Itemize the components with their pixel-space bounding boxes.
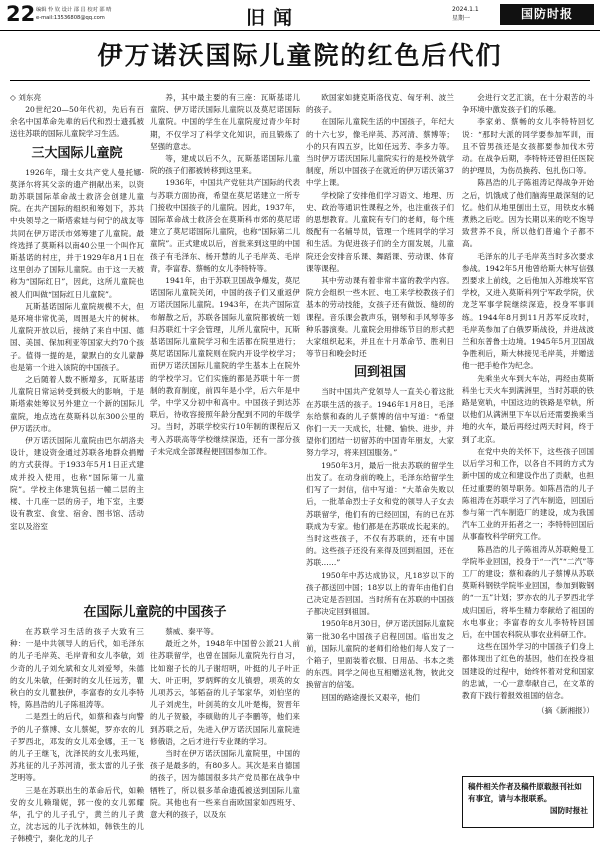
paragraph: 毛泽东的儿子毛岸英当时多次要求参战。1942年5月他曾给斯大林写信强烈要求上前线，之后他加入苏维埃军官学校，又进入莫斯科列宁军政学院，伏龙芝军事学院继续深造，投身军事训练。1944年8月到11月苏军反攻时，毛岸英参加了白俄罗斯战役，并进战波兰和东普鲁士边境。1945年5月卫国战争胜利后，斯大林接见毛岸英，并赠送他一把手枪作为纪念。 [462,251,594,371]
byline: ◇ 刘东亮 [10,93,42,102]
newspaper-logo: 国防时报 [500,4,594,25]
subheading-return-home: 回到祖国 [353,365,406,381]
column-3-body [306,92,454,360]
article-source: （摘《新湘报》） [537,706,594,716]
paragraph: 等，建成以后不久，瓦斯基诺国际儿童院的孩子们都被转移到这里来。 [150,154,300,176]
paragraph: 陈昌浩的儿子陈祖涛记得战争开始之后，饥饿成了他们脑海里最深刻的记忆。他们从地里刨出土豆，用铁皮水桶煮熟之后吃。因为长期以来的吃不饱导致营养不良，所以他们普遍个子都不高。 [462,178,594,249]
paragraph: 李家弟、蔡畅的女儿李特特回忆说：“那时大派的同学要参加军训，而且不管男孩还是女孩都要参加伐木劳动。在战争后期，李特特还曾担任医院的护理员，为伤员换药、包扎伤口等。 [462,117,594,176]
paragraph: 二是烈士的后代，如蔡和森与向警予的儿子蔡博、女儿蔡妮，罗亦农的儿子罗西北，邓发的女儿邓金娜，王一飞的儿子王继飞，沈泽民的女儿张玛娅，苏兆征的儿子苏河清，张太雷的儿子张芝明等。 [10,712,144,783]
page-number: 22 [6,2,36,26]
paragraph: 回国的路途漫长又艰辛，他们 [321,692,420,702]
paragraph: 蔡威、秦平等。 [165,627,219,636]
paragraph: 欧国家如捷克斯洛伐克、匈牙利、波兰的孩子。 [306,93,454,115]
paragraph: 学校除了安排他们学习语文、地理、历史、政治等通识性课程之外，也注重孩子们的思想教育。儿童院有专门的老师，每个班级配有一名辅导员，管理一个班同学的学习和生活。为促进孩子们的全方面发展，儿童院还会安排音乐课、舞蹈课、劳动课、体育课等课程。 [306,190,454,273]
paragraph: 会进行文艺汇演，在十分艰苦的斗争环境中激发孩子们的乐趣。 [462,93,594,115]
article-title: 伊万诺沃国际儿童院的红色后代们 [97,41,503,70]
page-header [0,0,600,31]
column-1-body [10,167,144,533]
paragraph: 在国际儿童院生活的中国孩子，年纪大的十六七岁，像毛岸英、苏河清、蔡博等；小的只有四五岁，比如任远芳、李多力等。当时伊万诺沃国际儿童院实行的是校外就学制度，所以中国孩子在就近的伊万诺沃第37中学上课。 [306,117,454,188]
title-divider [10,80,590,81]
notice-signature: 国防时报社 [550,806,588,815]
paragraph: 1936年，中国共产党驻共产国际的代表与苏联方面协商，希望在莫尼诺建立一所专门接收中国孩子的儿童院。因此，1937年，国际革命战士救济会在莫斯科市郊的莫尼诺建立了莫尼诺国际儿童院，也称“国际第二儿童院”。正式建成以后，首批来到这里的中国孩子有毛泽东、杨开慧的儿子毛岸英、毛岸青，李富春、蔡畅的女儿李特特等。 [150,178,300,273]
column-4-body [462,92,594,373]
paragraph: 1950年3月，最后一批去苏联的留学生出发了。在动身前的晚上，毛泽东给留学生们写了一封信，信中写道：“大革命失败以后，一批革命烈士子女和党的领导人子女去苏联留学，他们有的已经回国，有的已在苏联成为专家。他们都是在苏联成长起来的。当时这些孩子，不仅有苏联的，还有中国的。这些孩子还没有来得及回到祖国，还在苏联……” [306,460,454,568]
paragraph: 20世纪20—50年代初，先后有百余名中国革命先辈的后代和烈士遗孤被送往苏联的国际儿童院学习生活。 [10,105,144,139]
paragraph: 在苏联学习生活的孩子大致有三种：一是中共领导人的后代，如毛泽东的儿子毛岸英、毛岸青和女儿李敏，刘少奇的儿子刘允斌和女儿刘爱琴，朱德的女儿朱敏，任弼时的女儿任远芳，瞿秋白的女儿瞿独伊，李富春的女儿李特特，陈昌浩的儿子陈祖涛等。 [10,627,144,710]
paragraph: 最近之外，1948年中国曾公派21人前往苏联留学，也曾在国际儿童院先行自习，比如谢子长的儿子谢绍明，叶挺的儿子叶正大、叶正明，罗炳辉的女儿镇碧，项英的女儿项苏云，邹韬奋的儿子邹家华，刘伯坚的儿子刘虎生，叶剑英的女儿叶楚梅，贺晋年的儿子贺毅，李硕勋的儿子李鹏等，他们来到苏联之后，先进入伊万诺沃国际儿童院进修俄语，之后才进行专业课的学习。 [150,639,300,746]
paragraph: 其中劳动课有着非常丰富的教学内容。院方会组织一些木匠、电工来学校教孩子们基本的劳动技能，女孩子还有做饭、缝纫的课程。音乐课会教声乐，钢琴和手风琴等多种乐器演奏。儿童院会用排练节目的形式把大家组织起来，并且在十月革命节、胜利日等节日和晚会时还 [306,276,454,359]
paragraph: 这些在国外学习的中国孩子们身上都体现出了红色的基因，他们在投身祖国建设的过程中，始终怀着对党和国家的忠诚，一心一意奉献自己，在文革的教育下践行着报效祖国的信念。 [462,642,594,700]
column-1-intro [10,104,144,141]
paragraph: 当时在伊万诺沃国际儿童院里，中国的孩子是最多的，有80多人。其次是来自德国的孩子，因为德国很多共产党员都在战争中牺牲了，所以很多革命遗孤被送到国际儿童院。其他也有一些来自南欧国家如西班牙、意大利的孩子，以及东 [150,749,300,820]
paragraph: 在党中央的关怀下，这些孩子回国以后学习和工作，以各自不同的方式为新中国的成立和建设作出了贡献，也担任过重要的领导职务。如陈昌浩的儿子陈祖涛在苏联学习了汽车制造，回国后参与第一汽车制造厂的建设，成为我国汽车工业的开拓者之一；李特特回国后从事畜牧科学研究工作。 [462,446,594,542]
paragraph: 之后随着人数不断增多，瓦斯基诺儿童院日常运转受到极大的影响，于是斯塔索娃筹议另外建立一个新的国际儿童院，地点选在莫斯科以东300公里的伊万诺沃市。 [10,375,144,433]
section-title: 旧闻 [246,7,301,29]
paragraph: 养，其中最主要的有三座：瓦斯基诺儿童院、伊万诺沃国际儿童院以及莫尼诺国际儿童院。中国的学生在儿童院度过青少年时期，不仅学习了科学文化知识，而且锻炼了坚强的意志。 [150,93,300,151]
paragraph: 先乘坐火车到大车站，再经由莫斯科坐七天火车到满洲里，当时苏联的铁路是宽轨，中国这边的铁路是窄轨，所以他们从满洲里下车以后还需要换乘当地的火车，最后再经过两天时间，终于到了北京。 [462,373,594,444]
chinese-children-section [10,600,300,844]
paragraph: 陈昌浩的儿子陈祖涛从苏联鲍曼工学院毕业回国，投身于“一汽”“二汽”等工厂的建设；蔡和森的儿子蔡博从苏联莫斯科钢铁学院毕业回国，参加到鞍钢的“一五”计划；罗亦农的儿子罗西北学成归国后，将毕生精力奉献给了祖国的水电事业；李富春的女儿李特特回国后，在中国农科院从事农业科研工作。 [462,544,594,639]
paragraph: 瓦斯基诺国际儿童院规模不大，但是环境非常优美，周围是大片的树林。儿童院开放以后，接纳了来自中国、德国、美国、保加利亚等国家大约70个孩子。值得一提的是，蒙默白的女儿蒙静也是第一个进入该院的中国孩子。 [10,301,144,372]
paragraph: 1941年，由于苏联卫国战争爆发，莫尼诺国际儿童院关闭，中国的孩子们又重返伊万诺沃国际儿童院。1943年，在共产国际宣布解散之后，苏联各国际儿童院都被统一划归苏联红十字会管理，儿所儿童院中，瓦斯基诺国际儿童院学习和生活都在院里进行；莫尼诺国际儿童院则在院内开设学校学习；而伊万诺沃国际儿童院的学生基本上在院外的学校学习。它们实施的都是苏联十年一贯制的教育制度，前四年是小学，后六年是中学，中学又分初中和高中。中国孩子到达苏联后，待收容接照年龄分配到不同的年级学习。当时，苏联学校实行10年制的课程后又考入苏联高等学校继续深造，还有一部分孩子未完成全部课程便回国参加工作。 [150,276,300,456]
chinese-children-left [10,626,144,846]
subheading-three-institutes: 三大国际儿童院 [31,145,123,161]
notice-text: 稿件相关作者及稿件原载报刊社如有事宜，请与本报联系。 [468,782,582,803]
paragraph: 1950年8月30日，伊万诺沃国际儿童院第一批30名中国孩子启程回国。临出发之前，国际儿童院的老师们给他们每人发了一个箱子，里面装着衣服、日用品、书本之类的东西。同学之间也互相赠送礼物，彼此交换留言的信笺。 [306,619,454,690]
column-4-contributions [462,373,594,702]
paragraph: 伊万诺沃国际儿童院由巴尔胡洛夫设计，建设资金通过苏联各地群众捐赠的方式获得。于1933年5月1日正式建成并投入使用，也称“国际第一儿童院”。学校主体建筑包括一幢二层的主楼、十几座一层的房子，地下室，主要设有教室、食堂、宿舍、图书馆、活动室以及浴室 [10,436,144,531]
chinese-children-right [150,626,300,846]
paragraph: 1950年中苏达成协议，凡18岁以下的孩子都送回中国；18岁以上的青年由他们自己决定是否回国。当时所有在苏联的中国孩子都决定回到祖国。 [306,570,454,617]
column-3-return [306,386,454,703]
column-4 [462,92,594,772]
subheading-chinese-children: 在国际儿童院的中国孩子 [83,605,227,620]
paragraph: 当时中国共产党领导人一直关心着这批在苏联生活的孩子。1946年1月8日，毛泽东给蔡和森的儿子蔡博的信中写道：“希望你们一天一天成长，壮健、愉快、进步，并望你们团结一切留苏的中国青年朋友，大家努力学习，将来回国服务。” [306,387,454,458]
copyright-notice [462,776,594,828]
header-editors: 编辑 怜 钦 设计 邵 昌 校对 邵 晴 e-mail:13536808@qq.com [36,7,112,21]
paragraph: 1926年，瑞士女共产党人曼托娜·莫泽尔将其父亲的遗产捐献出来，以资助苏联国际革命战士救济会创建儿童院。在共产国际的组织和筹划下，苏共中央领导之一斯塔索娃与何宁的战友等共同在伊万诺沃市郊筹建了儿童院。最终选择了莫斯科以南40公里一个叫作瓦斯基诺的村庄，并于1929年8月1日在这里创办了国际儿童院。由于这一天被称为“国际红日”，因此，这所儿童院也被人们叫做“国际红日儿童院”。 [10,167,144,299]
issue-date: 2024.1.1 星期一 [452,6,479,22]
paragraph: 三是在苏联出生的革命后代，如赖安的女儿赖瑞妮，郭一俊的女儿郭耀华，孔宁的儿子孔宁，黄兰的儿子黄立，沈志远的儿子沈林如，韩铁生的儿子韩模宁，秦化龙的儿子 [10,785,144,844]
column-3 [306,92,454,828]
column-2-body [150,92,300,458]
